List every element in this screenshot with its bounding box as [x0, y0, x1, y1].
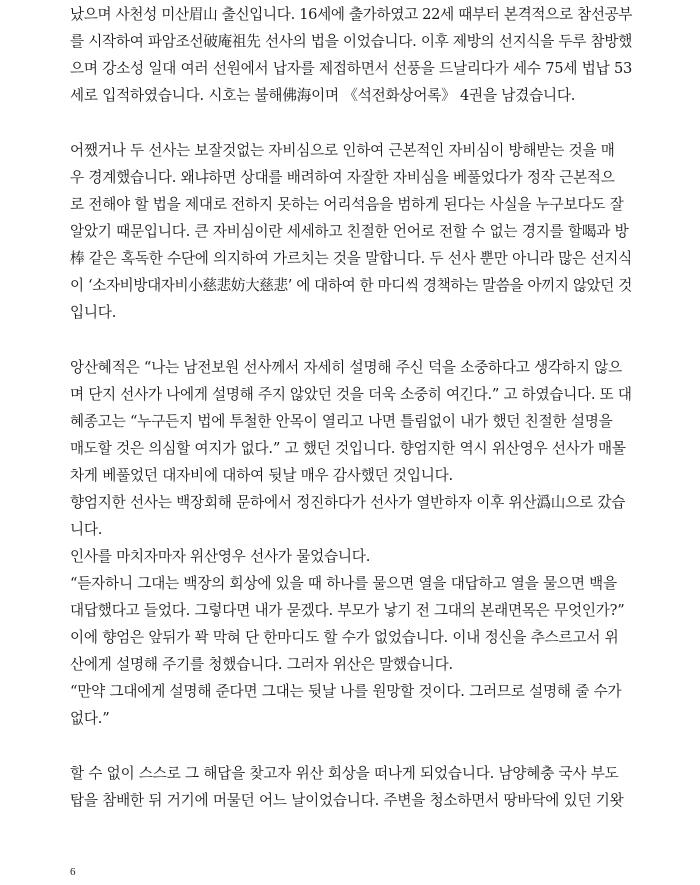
- text-line: 어쨌거나 두 선사는 보잘것없는 자비심으로 인하여 근본적인 자비심이 방해받는 것을 매: [70, 142, 615, 159]
- paragraph-4: [70, 760, 632, 814]
- text-line: 인사를 마치자마자 위산영우 선사가 물었습니다.: [70, 548, 371, 565]
- paragraph-3: [70, 354, 632, 732]
- text-line: 이에 향엄은 앞뒤가 꽉 막혀 단 한마디도 할 수가 없었습니다. 이내 정신을 추스르고서 위: [70, 629, 619, 646]
- text-line: 탑을 참배한 뒤 거기에 머물던 어느 날이었습니다. 주변을 청소하면서 땅바닥에 있던 기왓: [70, 792, 624, 809]
- text-line: 를 시작하여 파암조선破庵祖先 선사의 법을 이었습니다. 이후 제방의 선지식을 두루 참방했: [70, 33, 632, 50]
- text-line: 산에게 설명해 주기를 청했습니다. 그러자 위산은 말했습니다.: [70, 656, 453, 673]
- paragraph-2: [70, 137, 632, 326]
- text-line: 입니다.: [70, 304, 117, 321]
- text-line: 혜종고는 “누구든지 법에 투철한 안목이 열리고 나면 틀림없이 내가 했던 친절한 설명을: [70, 413, 613, 430]
- text-line: 앙산혜적은 “나는 남전보원 선사께서 자세히 설명해 주신 덕을 소중하다고 생각하지 않으: [70, 359, 622, 376]
- paragraph-1: [70, 1, 632, 109]
- text-line: 차게 베풀었던 대자비에 대하여 뒷날 매우 감사했던 것입니다.: [70, 467, 453, 484]
- page-number: 6: [70, 866, 76, 878]
- text-line: 으며 강소성 일대 여러 선원에서 납자를 제접하면서 선풍을 드날리다가 세수 75세 법납 53: [70, 60, 632, 77]
- text-line: “만약 그대에게 설명해 준다면 그대는 뒷날 나를 원망할 것이다. 그러므로 설명해 줄 수가: [70, 683, 622, 700]
- paragraph-gap: [70, 109, 632, 137]
- text-line: 며 단지 선사가 나에게 설명해 주지 않았던 것을 더욱 소중히 여긴다.” 고 하였습니다. 또 대: [70, 386, 632, 403]
- text-line: 로 전해야 할 법을 제대로 전하지 못하는 어리석음을 범하게 된다는 사실을 누구보다도 잘: [70, 196, 624, 213]
- text-line: 할 수 없이 스스로 그 해답을 찾고자 위산 회상을 떠나게 되었습니다. 남양혜충 국사 부도: [70, 765, 619, 782]
- text-line: 이 ‘소자비방대자비小慈悲妨大慈悲’ 에 대하여 한 마디씩 경책하는 말씀을 아끼지 않았던 것: [70, 277, 632, 294]
- text-line: 棒 같은 혹독한 수단에 의지하여 가르치는 것을 말합니다. 두 선사 뿐만 아니라 많은 선지식: [70, 250, 632, 267]
- page-body: [70, 0, 632, 814]
- paragraph-gap: [70, 732, 632, 760]
- text-line: 니다.: [70, 521, 103, 538]
- text-line: 세로 입적하였습니다. 시호는 불해佛海이며 《석전화상어록》 4권을 남겼습니다.: [70, 87, 576, 104]
- text-line: 알았기 때문입니다. 큰 자비심이란 세세하고 친절한 언어로 전할 수 없는 경지를 할喝과 방: [70, 223, 629, 240]
- text-line: 향엄지한 선사는 백장회해 문하에서 정진하다가 선사가 열반하자 이후 위산潙山으로 갔습: [70, 494, 626, 511]
- paragraph-gap: [70, 326, 632, 354]
- text-line: 매도할 것은 의심할 여지가 없다.” 고 했던 것입니다. 향엄지한 역시 위산영우 선사가 매몰: [70, 440, 626, 457]
- text-line: 없다.”: [70, 710, 110, 727]
- text-line: 대답했다고 들었다. 그렇다면 내가 묻겠다. 부모가 낳기 전 그대의 본래면목은 무엇인가?”: [70, 602, 625, 619]
- text-line: 우 경계했습니다. 왜냐하면 상대를 배려하여 자잘한 자비심을 베풀었다가 정작 근본적으: [70, 169, 615, 186]
- text-line: 났으며 사천성 미산眉山 출신입니다. 16세에 출가하였고 22세 때부터 본격적으로 참선공부: [70, 6, 632, 23]
- text-line: “듣자하니 그대는 백장의 회상에 있을 때 하나를 물으면 열을 대답하고 열을 물으면 백을: [70, 575, 617, 592]
